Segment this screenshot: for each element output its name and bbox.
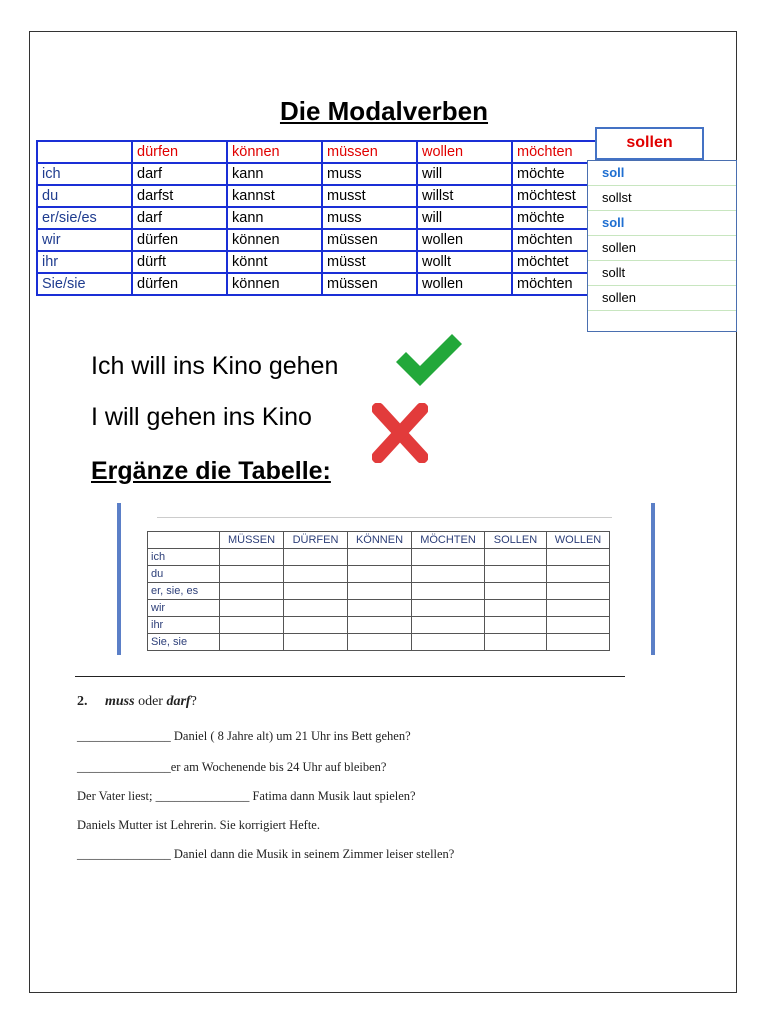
table-row xyxy=(37,251,607,273)
exercise2-qmark: ? xyxy=(190,694,197,709)
sollen-form: soll xyxy=(588,211,736,236)
pronoun-cell: ihr xyxy=(148,617,220,634)
table-header-cell: DÜRFEN xyxy=(284,532,348,549)
blank-cell xyxy=(412,566,485,583)
table-header-cell: SOLLEN xyxy=(485,532,547,549)
table-header-cell: WOLLEN xyxy=(547,532,610,549)
blank-cell xyxy=(220,600,284,617)
pronoun-cell: Sie/sie xyxy=(37,273,132,295)
verb-form-cell: wollt xyxy=(417,251,512,273)
blank-cell xyxy=(284,583,348,600)
pronoun-cell: er/sie/es xyxy=(37,207,132,229)
blank-cell xyxy=(412,634,485,651)
blank-cell xyxy=(485,634,547,651)
sheet-border-left xyxy=(117,503,121,655)
blank-cell xyxy=(220,549,284,566)
exercise-heading: Ergänze die Tabelle: xyxy=(91,457,331,485)
verb-form-cell: möchte xyxy=(512,163,607,185)
modal-verb-table xyxy=(36,140,608,296)
blank-cell xyxy=(547,600,610,617)
table-header-cell: können xyxy=(227,141,322,163)
verb-form-cell: darfst xyxy=(132,185,227,207)
blank-cell xyxy=(284,549,348,566)
sollen-form: sollt xyxy=(588,261,736,286)
blank-cell xyxy=(348,549,412,566)
verb-form-cell: kann xyxy=(227,207,322,229)
table-header-row xyxy=(37,141,607,163)
table-header-cell: MÜSSEN xyxy=(220,532,284,549)
pronoun-cell: Sie, sie xyxy=(148,634,220,651)
blank-cell xyxy=(485,549,547,566)
verb-form-cell: könnt xyxy=(227,251,322,273)
sheet-border-right xyxy=(651,503,655,655)
verb-form-cell: kannst xyxy=(227,185,322,207)
verb-form-cell: möchten xyxy=(512,229,607,251)
blank-cell xyxy=(348,600,412,617)
blank-cell xyxy=(220,566,284,583)
verb-form-cell: dürft xyxy=(132,251,227,273)
pronoun-cell: er, sie, es xyxy=(148,583,220,600)
verb-form-cell: darf xyxy=(132,163,227,185)
table-header-cell: müssen xyxy=(322,141,417,163)
blank-cell xyxy=(412,600,485,617)
exercise2-word1: muss xyxy=(105,694,135,709)
blank-cell xyxy=(220,617,284,634)
check-mark-icon xyxy=(392,330,466,392)
verb-form-cell: dürfen xyxy=(132,273,227,295)
table-row xyxy=(37,229,607,251)
pronoun-cell: du xyxy=(37,185,132,207)
verb-form-cell: will xyxy=(417,207,512,229)
pronoun-cell: wir xyxy=(148,600,220,617)
blank-cell xyxy=(284,566,348,583)
blank-cell xyxy=(547,549,610,566)
verb-form-cell: muss xyxy=(322,207,417,229)
table-row xyxy=(148,617,610,634)
table-header-cell xyxy=(148,532,220,549)
pronoun-cell: ich xyxy=(37,163,132,185)
blank-cell xyxy=(485,566,547,583)
exercise2-line: _______________ Daniel dann die Musik in seinem Zimmer leiser stellen? xyxy=(77,847,455,861)
blank-cell xyxy=(284,617,348,634)
blank-cell xyxy=(412,617,485,634)
blank-cell xyxy=(485,600,547,617)
verb-form-cell: müssen xyxy=(322,273,417,295)
blank-cell xyxy=(412,549,485,566)
table-row xyxy=(37,185,607,207)
fill-in-table xyxy=(147,531,610,651)
pronoun-cell: wir xyxy=(37,229,132,251)
verb-form-cell: dürfen xyxy=(132,229,227,251)
verb-form-cell: wollen xyxy=(417,229,512,251)
table-row xyxy=(148,600,610,617)
table-row xyxy=(148,634,610,651)
blank-cell xyxy=(348,617,412,634)
sollen-form: sollen xyxy=(588,286,736,311)
exercise2-line: Daniels Mutter ist Lehrerin. Sie korrigiert Hefte. xyxy=(77,818,320,832)
sollen-header: sollen xyxy=(595,127,704,160)
blank-cell xyxy=(284,634,348,651)
verb-form-cell: will xyxy=(417,163,512,185)
verb-form-cell: möchte xyxy=(512,207,607,229)
table-header-cell: dürfen xyxy=(132,141,227,163)
blank-cell xyxy=(348,566,412,583)
verb-form-cell: müsst xyxy=(322,251,417,273)
verb-form-cell: kann xyxy=(227,163,322,185)
blank-cell xyxy=(547,617,610,634)
blank-cell xyxy=(220,634,284,651)
table-row xyxy=(148,566,610,583)
table-header-cell: MÖCHTEN xyxy=(412,532,485,549)
verb-form-cell: darf xyxy=(132,207,227,229)
page-title: Die Modalverben xyxy=(279,96,489,126)
blank-cell xyxy=(284,600,348,617)
exercise2-oder: oder xyxy=(138,694,163,709)
pronoun-cell: ihr xyxy=(37,251,132,273)
correct-example: Ich will ins Kino gehen xyxy=(91,352,339,380)
blank-cell xyxy=(547,583,610,600)
table-row xyxy=(148,549,610,566)
exercise2-title xyxy=(77,694,197,710)
table-row xyxy=(37,163,607,185)
pronoun-cell: du xyxy=(148,566,220,583)
verb-form-cell: willst xyxy=(417,185,512,207)
verb-form-cell: müssen xyxy=(322,229,417,251)
blank-cell xyxy=(348,634,412,651)
blank-cell xyxy=(485,617,547,634)
verb-form-cell: möchtest xyxy=(512,185,607,207)
blank-cell xyxy=(220,583,284,600)
sollen-form: sollen xyxy=(588,236,736,261)
cross-mark-icon xyxy=(372,403,428,463)
verb-form-cell: musst xyxy=(322,185,417,207)
sollen-form: sollst xyxy=(588,186,736,211)
blank-cell xyxy=(348,583,412,600)
table-header-row xyxy=(148,532,610,549)
verb-form-cell: wollen xyxy=(417,273,512,295)
blank-cell xyxy=(412,583,485,600)
verb-form-cell: können xyxy=(227,229,322,251)
verb-form-cell: können xyxy=(227,273,322,295)
exercise2-line: _______________er am Wochenende bis 24 Uhr auf bleiben? xyxy=(77,760,387,774)
table-header-cell xyxy=(37,141,132,163)
blank-cell xyxy=(547,566,610,583)
table-row xyxy=(37,207,607,229)
pronoun-cell: ich xyxy=(148,549,220,566)
verb-form-cell: möchten xyxy=(512,273,607,295)
sollen-forms-box xyxy=(587,160,737,332)
table-row xyxy=(37,273,607,295)
exercise2-line: Der Vater liest; _______________ Fatima dann Musik laut spielen? xyxy=(77,789,416,803)
exercise2-line: _______________ Daniel ( 8 Jahre alt) um 21 Uhr ins Bett gehen? xyxy=(77,729,411,743)
sheet-divider xyxy=(157,517,612,518)
sollen-form: soll xyxy=(588,161,736,186)
blank-cell xyxy=(547,634,610,651)
table-row xyxy=(148,583,610,600)
exercise2-word2: darf xyxy=(166,694,191,709)
verb-form-cell: muss xyxy=(322,163,417,185)
exercise2-number: 2. xyxy=(77,694,88,709)
table-header-cell: wollen xyxy=(417,141,512,163)
table-header-cell: möchten xyxy=(512,141,607,163)
verb-form-cell: möchtet xyxy=(512,251,607,273)
table-header-cell: KÖNNEN xyxy=(348,532,412,549)
section-divider xyxy=(75,676,625,677)
blank-cell xyxy=(485,583,547,600)
wrong-example: I will gehen ins Kino xyxy=(91,403,312,431)
